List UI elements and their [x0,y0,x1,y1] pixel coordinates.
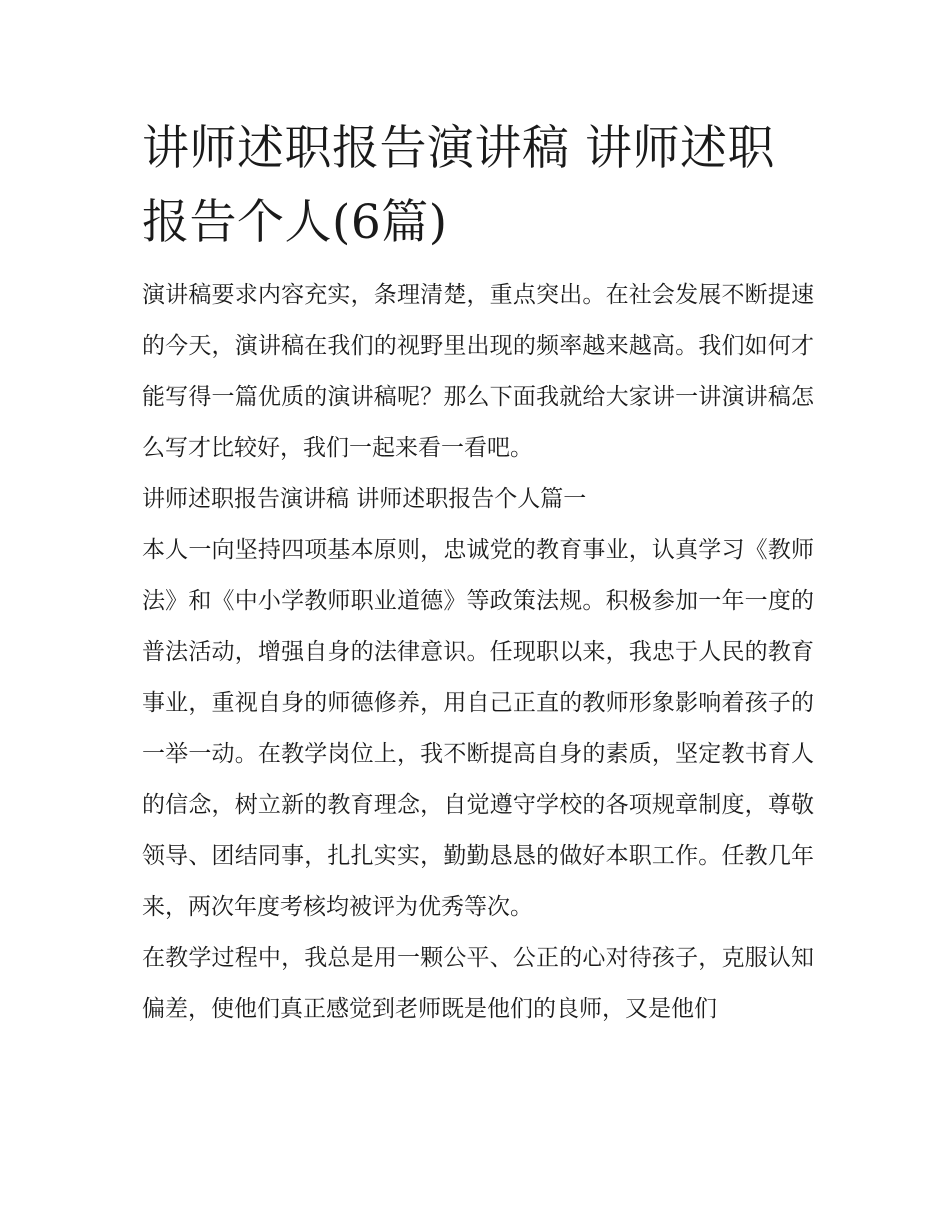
document-page [142,112,814,1035]
section-heading: 讲师述职报告演讲稿 讲师述职报告个人篇一 [142,486,587,512]
body-paragraph-1: 本人一向坚持四项基本原则，忠诚党的教育事业，认真学习《教师法》和《中小学教师职业道德》等政策法规。积极参加一年一度的普法活动，增强自身的法律意识。任现职以来，我忠于人民的教育事业，重视自身的师德修养，用自己正直的教师形象影响着孩子的一举一动。在教学岗位上，我不断提高自身的素质，坚定教书育人的信念，树立新的教育理念，自觉遵守学校的各项规章制度，尊敬领导、团结同事，扎扎实实，勤勤恳恳的做好本职工作。任教几年来，两次年度考核均被评为优秀等次。 [142,537,814,920]
body-paragraph-2: 在教学过程中，我总是用一颗公平、公正的心对待孩子，克服认知偏差，使他们真正感觉到老师既是他们的良师，又是他们 [142,945,814,1022]
document-title: 讲师述职报告演讲稿 讲师述职报告个人(6篇) [142,121,775,250]
intro-paragraph: 演讲稿要求内容充实，条理清楚，重点突出。在社会发展不断提速的今天，演讲稿在我们的视野里出现的频率越来越高。我们如何才能写得一篇优质的演讲稿呢？那么下面我就给大家讲一讲演讲稿怎么写才比较好，我们一起来看一看吧。 [142,282,814,461]
